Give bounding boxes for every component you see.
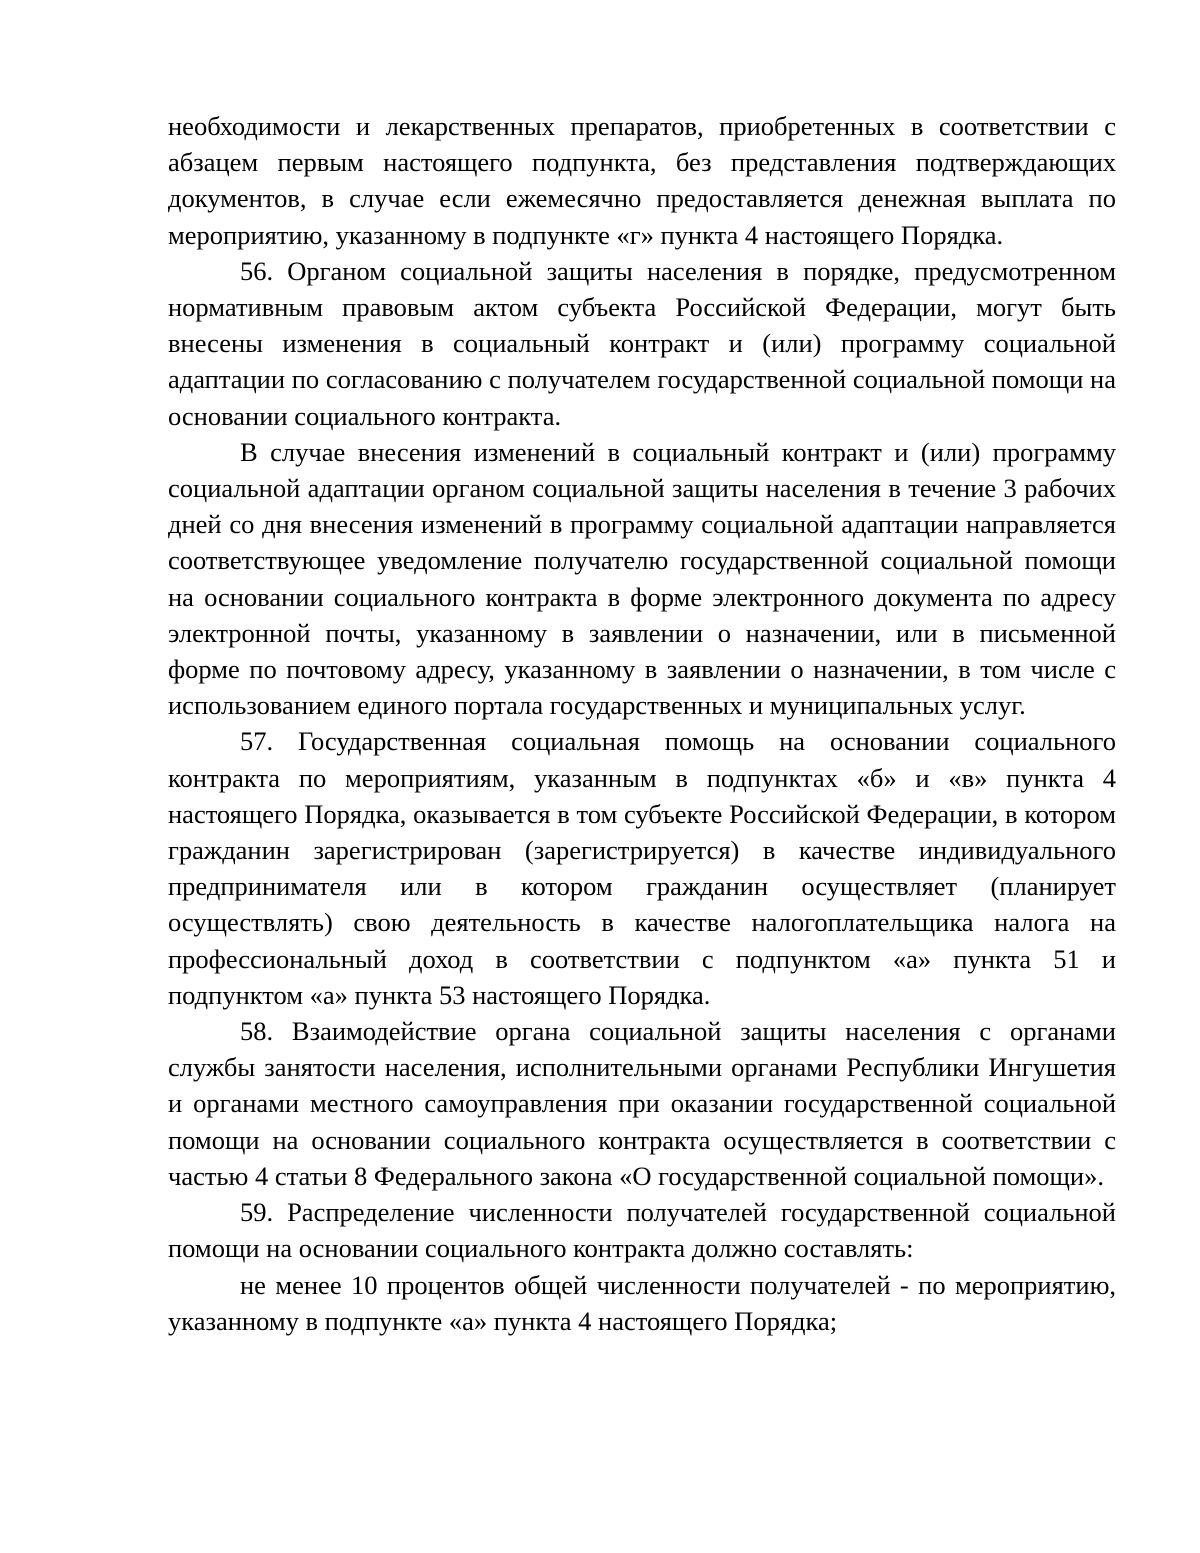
- paragraph-56: 56. Органом социальной защиты населения в порядке, предусмотренном нормативным правовым актом субъекта Российской Федерации, могут быть внесены изменения в социальный контракт и (или) программу социальной адаптации по согласованию с получателем государственной социальной помощи на основании социального контракта.: [168, 255, 1116, 431]
- paragraph-59-item-a: не менее 10 процентов общей численности получателей - по мероприятию, указанному в подпункте «а» пункта 4 настоящего Порядка;: [168, 1269, 1116, 1336]
- paragraph-continuation: необходимости и лекарственных препаратов, приобретенных в соответствии с абзацем первым настоящего подпункта, без представления подтверждающих документов, в случае если ежемесячно предоставляется денежная выплата по мероприятию, указанному в подпункте «г» пункта 4 настоящего Порядка.: [168, 111, 1116, 250]
- paragraph-59: 59. Распределение численности получателей государственной социальной помощи на основании социального контракта должно составлять:: [168, 1197, 1116, 1264]
- document-page: [168, 108, 1116, 1339]
- paragraph-58: 58. Взаимодействие органа социальной защиты населения с органами службы занятости населения, исполнительными органами Республики Ингушетия и органами местного самоуправления при оказании государственной социальной помощи на основании социального контракта осуществляется в соответствии с частью 4 статьи 8 Федерального закона «О государственной социальной помощи».: [168, 1016, 1116, 1191]
- paragraph-56-notice: В случае внесения изменений в социальный контракт и (или) программу социальной адаптации органом социальной защиты населения в течение 3 рабочих дней со дня внесения изменений в программу социальной адаптации направляется соответствующее уведомление получателю государственной социальной помощи на основании социального контракта в форме электронного документа по адресу электронной почты, указанному в заявлении о назначении, или в письменной форме по почтовому адресу, указанному в заявлении о назначении, в том числе с использованием единого портала государственных и муниципальных услуг.: [168, 436, 1116, 721]
- paragraph-57: 57. Государственная социальная помощь на основании социального контракта по мероприятиям, указанным в подпунктах «б» и «в» пункта 4 настоящего Порядка, оказывается в том субъекте Российской Федерации, в котором гражданин зарегистрирован (зарегистрируется) в качестве индивидуального предпринимателя или в котором гражданин осуществляет (планирует осуществлять) свою деятельность в качестве налогоплательщика налога на профессиональный доход в соответствии с подпунктом «а» пункта 51 и подпунктом «а» пункта 53 настоящего Порядка.: [168, 726, 1116, 1010]
